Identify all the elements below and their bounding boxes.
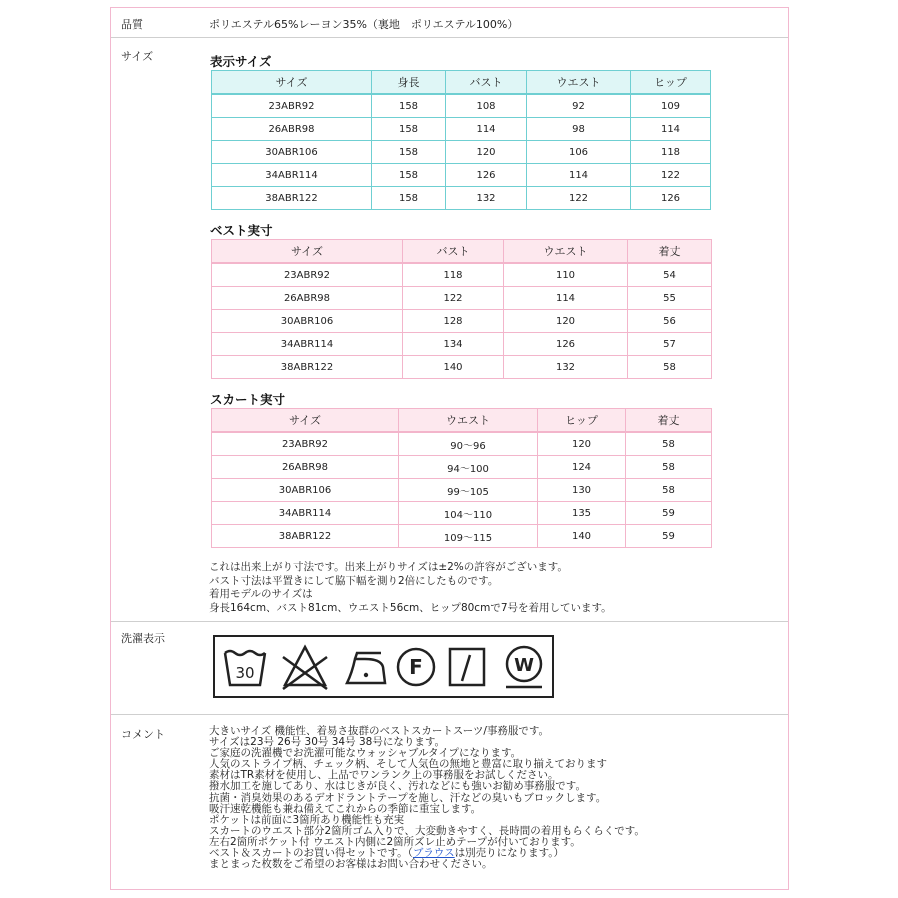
table-cell: 132: [446, 187, 527, 210]
table-cell: 114: [446, 118, 527, 141]
table-row: [212, 94, 711, 118]
table-cell: 58: [626, 479, 712, 502]
size-note-line: これは出来上がり寸法です。出来上がりサイズは±2%の許容がございます。: [209, 561, 568, 573]
size-notes: [209, 561, 612, 615]
table-row: [212, 118, 711, 141]
table-cell: 26ABR98: [212, 456, 399, 479]
table-cell: 30ABR106: [212, 479, 399, 502]
table-cell: 90～96: [399, 432, 538, 456]
table-header-row: [212, 409, 712, 433]
table-cell: 58: [628, 356, 712, 379]
table-cell: 158: [372, 141, 446, 164]
material-value: ポリエステル65%レーヨン35%（裏地 ポリエステル100%）: [209, 18, 519, 31]
comment-line: 大きいサイズ 機能性、着易さ抜群のベストスカートスーツ/事務服です。: [209, 725, 550, 737]
table-cell: 106: [527, 141, 631, 164]
table-cell: 126: [504, 333, 628, 356]
table-cell: 120: [504, 310, 628, 333]
size-note-line: バスト寸法は平置きにして脇下幅を測り2倍にしたものです。: [209, 574, 499, 587]
vest-size-table: [211, 239, 712, 379]
table-cell: 58: [626, 432, 712, 456]
table-cell: 98: [527, 118, 631, 141]
table-row: [212, 479, 712, 502]
table-cell: 23ABR92: [212, 94, 372, 118]
table-cell: 34ABR114: [212, 164, 372, 187]
table-cell: 109～115: [399, 525, 538, 548]
wash-temp-text: 30: [235, 664, 255, 682]
table-cell: 122: [631, 164, 711, 187]
comment-line: 人気のストライプ柄、チェック柄、そして人気色の無地と豊富に取り揃えております: [209, 758, 608, 771]
table-row: [212, 456, 712, 479]
comments-label: コメント: [121, 728, 165, 741]
table-cell: 99～105: [399, 479, 538, 502]
table-cell: 34ABR114: [212, 502, 399, 525]
table-row: [212, 187, 711, 210]
column-header: 着丈: [626, 409, 712, 433]
column-header: バスト: [403, 240, 504, 264]
table-cell: 120: [538, 432, 626, 456]
comment-line: ポケットは前面に3箇所あり機能性も充実: [209, 813, 405, 826]
table-row: [212, 356, 712, 379]
comment-line: 撥水加工を施してあり、水はじきが良く、汚れなどにも強いお勧め事務服です。: [209, 780, 586, 793]
table-row: [212, 263, 712, 287]
table-cell: 158: [372, 94, 446, 118]
table-cell: 140: [538, 525, 626, 548]
dry-clean-f-icon: [398, 649, 434, 685]
table-cell: 109: [631, 94, 711, 118]
table-cell: 110: [504, 263, 628, 287]
row-divider: [111, 621, 788, 622]
display-size-title: 表示サイズ: [210, 54, 272, 69]
table-row: [212, 310, 712, 333]
table-cell: 126: [446, 164, 527, 187]
column-header: ウエスト: [504, 240, 628, 264]
display-size-table: [211, 70, 711, 210]
column-header: ウエスト: [399, 409, 538, 433]
comment-line: サイズは23号 26号 30号 34号 38号になります。: [209, 736, 445, 749]
table-cell: 92: [527, 94, 631, 118]
column-header: バスト: [446, 71, 527, 95]
table-cell: 128: [403, 310, 504, 333]
material-label: 品質: [121, 18, 143, 31]
table-cell: 26ABR98: [212, 287, 403, 310]
row-divider: [111, 37, 788, 38]
column-header: 身長: [372, 71, 446, 95]
table-cell: 94～100: [399, 456, 538, 479]
washtub-30-icon: [225, 651, 265, 685]
table-cell: 56: [628, 310, 712, 333]
table-cell: 23ABR92: [212, 263, 403, 287]
table-cell: 30ABR106: [212, 310, 403, 333]
table-header-row: [212, 71, 711, 95]
comment-line: 吸汗速乾機能も兼ね備えてこれからの季節に重宝します。: [209, 802, 482, 815]
column-header: サイズ: [212, 71, 372, 95]
table-cell: 134: [403, 333, 504, 356]
table-cell: 158: [372, 118, 446, 141]
iron-low-icon: [347, 653, 385, 683]
table-cell: 135: [538, 502, 626, 525]
table-row: [212, 287, 712, 310]
comment-line: 素材はTR素材を使用し、上品でワンランク上の事務服をお試しください。: [209, 769, 559, 782]
column-header: ヒップ: [631, 71, 711, 95]
table-row: [212, 525, 712, 548]
table-cell: 120: [446, 141, 527, 164]
table-cell: 55: [628, 287, 712, 310]
table-cell: 54: [628, 263, 712, 287]
no-bleach-icon: [283, 647, 327, 689]
table-row: [212, 432, 712, 456]
table-row: [212, 141, 711, 164]
comment-line: まとまった枚数をご希望のお客様はお問い合わせください。: [209, 858, 493, 871]
comments-block: [209, 726, 645, 870]
blouse-link[interactable]: ブラウス: [412, 847, 455, 860]
size-label: サイズ: [121, 50, 154, 63]
size-note-line: 着用モデルのサイズは: [209, 588, 313, 600]
table-cell: 38ABR122: [212, 525, 399, 548]
table-cell: 118: [631, 141, 711, 164]
table-cell: 34ABR114: [212, 333, 403, 356]
care-symbols-box: [213, 635, 554, 698]
table-cell: 59: [626, 525, 712, 548]
comment-line: スカートのウエスト部分2箇所ゴム入りで、大変動きやすく、長時間の着用もらくらくです。: [209, 824, 645, 837]
table-cell: 23ABR92: [212, 432, 399, 456]
washing-label: 洗濯表示: [121, 632, 165, 645]
table-cell: 57: [628, 333, 712, 356]
column-header: 着丈: [628, 240, 712, 264]
set-line-before: ベスト＆スカートのお買い得セットです。（: [209, 847, 413, 860]
column-header: サイズ: [212, 240, 403, 264]
table-cell: 130: [538, 479, 626, 502]
column-header: ウエスト: [527, 71, 631, 95]
table-cell: 158: [372, 187, 446, 210]
table-cell: 114: [631, 118, 711, 141]
line-dry-icon: [450, 649, 484, 685]
table-cell: 108: [446, 94, 527, 118]
table-cell: 132: [504, 356, 628, 379]
table-cell: 124: [538, 456, 626, 479]
column-header: ヒップ: [538, 409, 626, 433]
table-cell: 58: [626, 456, 712, 479]
table-cell: 122: [527, 187, 631, 210]
table-cell: 126: [631, 187, 711, 210]
table-header-row: [212, 240, 712, 264]
table-cell: 26ABR98: [212, 118, 372, 141]
skirt-size-table: [211, 408, 712, 548]
row-divider: [111, 714, 788, 715]
table-cell: 140: [403, 356, 504, 379]
wet-clean-letter: W: [514, 655, 534, 676]
table-cell: 158: [372, 164, 446, 187]
table-cell: 114: [504, 287, 628, 310]
table-cell: 59: [626, 502, 712, 525]
table-row: [212, 333, 712, 356]
table-cell: 122: [403, 287, 504, 310]
table-cell: 38ABR122: [212, 187, 372, 210]
skirt-size-title: スカート実寸: [210, 392, 286, 407]
column-header: サイズ: [212, 409, 399, 433]
comment-line: 抗菌・消臭効果のあるデオドラントテープを施し、汗などの臭いもブロックします。: [209, 791, 607, 804]
table-row: [212, 502, 712, 525]
wet-clean-w-icon: [506, 647, 542, 687]
table-row: [212, 164, 711, 187]
table-cell: 114: [527, 164, 631, 187]
table-cell: 104～110: [399, 502, 538, 525]
size-note-line: 身長164cm、バスト81cm、ウエスト56cm、ヒップ80cmで7号を着用しています。: [209, 601, 612, 614]
vest-size-title: ベスト実寸: [210, 223, 273, 238]
table-cell: 38ABR122: [212, 356, 403, 379]
table-cell: 118: [403, 263, 504, 287]
comment-line: ご家庭の洗濯機でお洗濯可能なウォッシャブルタイプになります。: [209, 747, 522, 760]
table-cell: 30ABR106: [212, 141, 372, 164]
comment-line: 左右2箇所ポケット付 ウエスト内側に2箇所ズレ止めテープが付いております。: [209, 835, 581, 848]
set-line-after: は別売りになります。）: [454, 847, 565, 860]
dry-clean-letter: F: [409, 655, 423, 679]
